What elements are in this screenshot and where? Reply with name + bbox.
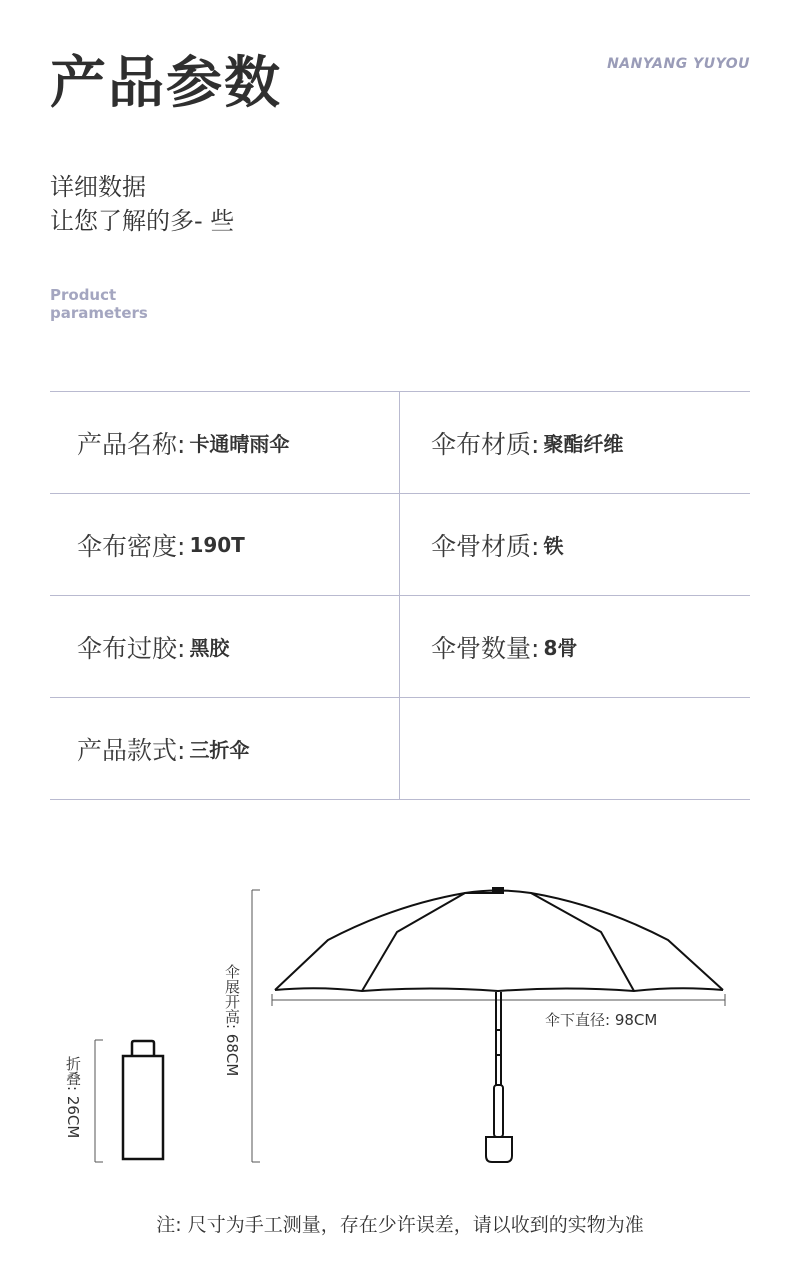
spec-key: 伞骨数量: xyxy=(431,633,540,663)
measurement-note: 注: 尺寸为手工测量，存在少许误差，请以收到的实物为准 xyxy=(156,1214,644,1236)
spec-key: 伞布密度: xyxy=(77,531,186,561)
open-height-label: 伞展开高: 68CM xyxy=(223,964,241,1077)
spec-value: 190T xyxy=(189,532,245,557)
spec-row xyxy=(50,392,750,494)
subtitle xyxy=(50,170,234,238)
spec-key: 伞布材质: xyxy=(431,429,540,459)
english-label-line-2: parameters xyxy=(50,304,148,322)
subtitle-line-2: 让您了解的多- 些 xyxy=(50,207,235,235)
umbrella-diagram xyxy=(0,860,800,1180)
page-title: 产品参数 xyxy=(50,51,282,116)
subtitle-line-1: 详细数据 xyxy=(50,173,146,201)
diameter-label: 伞下直径: 98CM xyxy=(545,1011,658,1029)
spec-table xyxy=(50,391,750,800)
folded-size-label: 折叠: 26CM xyxy=(64,1056,82,1139)
spec-value: 铁 xyxy=(543,534,564,558)
spec-cell xyxy=(50,494,400,595)
brand-name: NANYANG YUYOU xyxy=(607,56,750,72)
diameter-bracket xyxy=(272,994,725,1006)
spec-key: 伞布过胶: xyxy=(77,633,186,663)
spec-value: 8骨 xyxy=(543,636,578,660)
spec-cell xyxy=(400,392,750,493)
spec-cell-empty xyxy=(400,698,750,799)
spec-row xyxy=(50,596,750,698)
spec-row xyxy=(50,494,750,596)
spec-cell xyxy=(400,596,750,697)
spec-value: 卡通晴雨伞 xyxy=(189,432,290,456)
folded-umbrella-icon xyxy=(123,1041,163,1159)
spec-key: 产品款式: xyxy=(77,735,186,765)
spec-cell xyxy=(50,392,400,493)
spec-cell xyxy=(50,698,400,799)
spec-value: 黑胶 xyxy=(189,636,230,660)
spec-value: 三折伞 xyxy=(189,738,250,762)
folded-height-bracket xyxy=(95,1040,103,1162)
spec-key: 产品名称: xyxy=(77,429,186,459)
english-label-line-1: Product xyxy=(50,286,117,304)
english-label xyxy=(50,286,148,322)
spec-value: 聚酯纤维 xyxy=(543,432,624,456)
spec-row xyxy=(50,698,750,800)
spec-cell xyxy=(50,596,400,697)
spec-cell xyxy=(400,494,750,595)
spec-key: 伞骨材质: xyxy=(431,531,540,561)
open-height-bracket xyxy=(252,890,260,1162)
